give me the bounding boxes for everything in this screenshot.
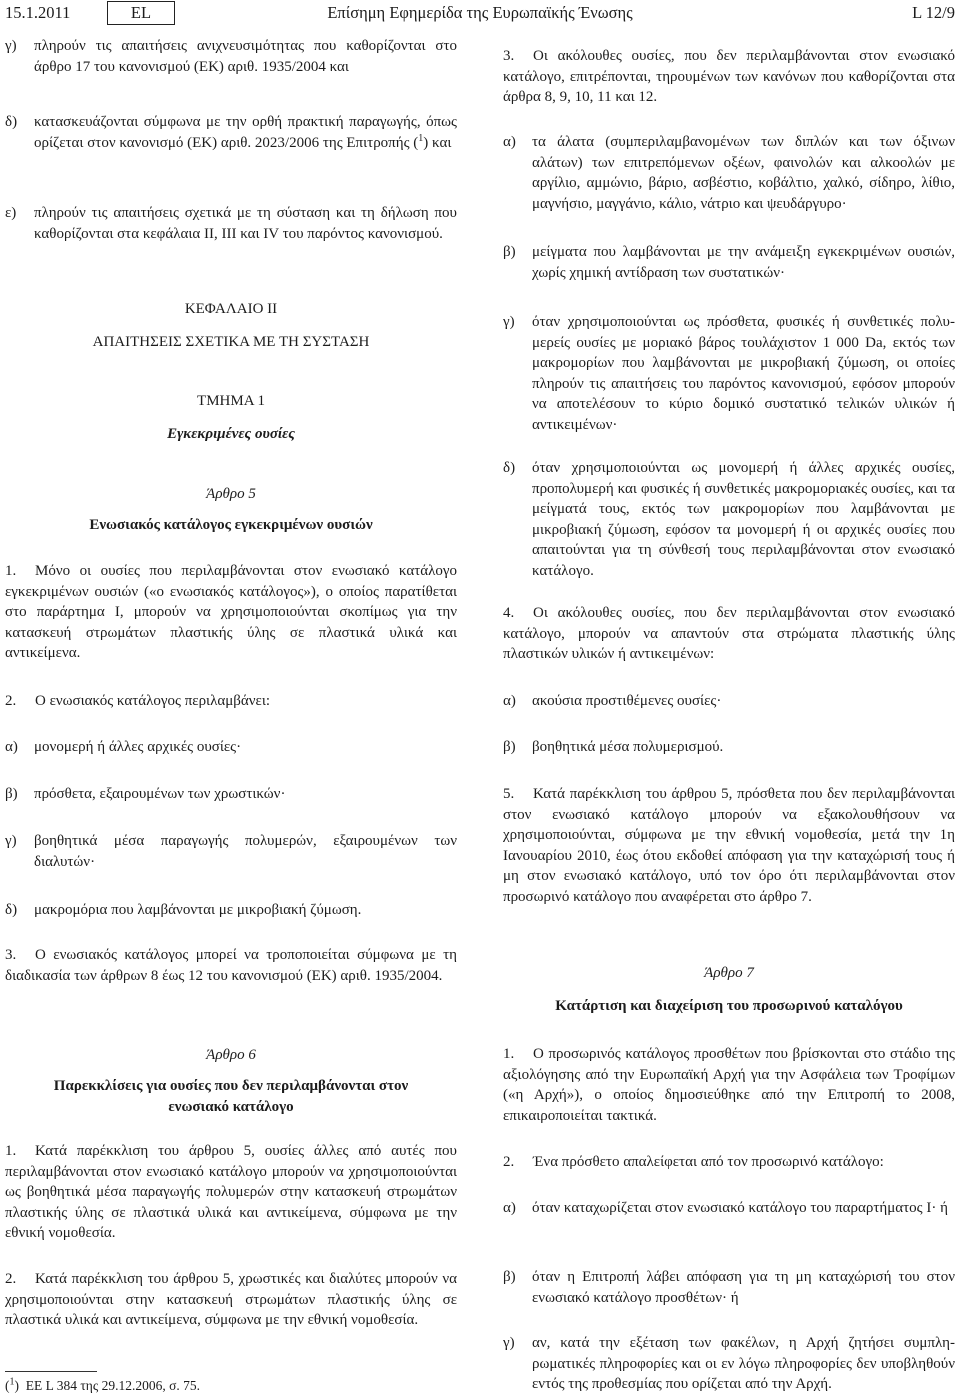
paragraph bbox=[503, 784, 955, 907]
list-item bbox=[5, 203, 457, 244]
paragraph-text: Οι ακόλουθες ουσίες, που δεν περιλαμβάνονται στον ενωσιακό κατάλογο, επιτρέπονται, τηρουμένων των κανόνων που καθορίζονται στα άρθρα 8, 9, 10, 11 και 12. bbox=[503, 48, 955, 105]
paragraph bbox=[5, 945, 457, 986]
list-item-label: α) bbox=[5, 739, 18, 755]
list-item-label: β) bbox=[5, 786, 18, 802]
paragraph-text: Ο προσωρινός κατάλογος προσθέτων που βρίσκονται στο στάδιο της αξιολόγησης από την Ευρωπαϊκή Αρχή για την Ασφάλεια των Τροφίμων («η Αρχή»), ο οποίος δημοσιεύθηκε από την Επιτροπή το 2008, επικαιροποιείται τακτικά. bbox=[503, 1046, 955, 1124]
list-item-text-main: κατασκευάζονται σύμφωνα με την ορθή πρακτική παραγωγής, όπως ορίζεται στον κανονισμό (ΕΚ) αριθ. 2023/2006 της Επιτροπής bbox=[34, 114, 457, 151]
list-item-label: δ) bbox=[503, 460, 516, 476]
list-item-text: τα άλατα (συμπεριλαμβανομένων των διπλών και των όξινων αλάτων) των επιτρεπόμενων οξέων, φαινολών και αλκοολών με αργίλιο, αμμώνιο, βάριο, ασβέστιο, κοβάλτιο, χαλκό, σίδηρο, λίθιο, μαγνήσιο, μαγγάνιο, κάλιο, νάτριο και ψευδάργυρο· bbox=[532, 134, 955, 212]
footnote-mark-open: ( bbox=[5, 1378, 10, 1393]
paragraph-number: 3. bbox=[5, 947, 17, 963]
article-number: Άρθρο 5 bbox=[206, 486, 256, 502]
list-item bbox=[503, 132, 955, 214]
paragraph-number: 1. bbox=[503, 1046, 515, 1062]
list-item-text: αν, κατά την εξέταση των φακέλων, η Αρχή ζητήσει συμπληρωματικές πληροφορίες και οι εν λόγω πληροφορίες δεν υποβληθούν εντός της προθεσμίας που ορίζεται από την Αρχή. bbox=[532, 1335, 955, 1392]
section-number: ΤΜΗΜΑ 1 bbox=[197, 393, 265, 409]
paragraph bbox=[5, 561, 457, 664]
list-item bbox=[503, 1333, 955, 1395]
paragraph-text: Κατά παρέκκλιση του άρθρου 5, ουσίες άλλες από αυτές που περιλαμβάνονται στον ενωσιακό κατάλογο μπορούν να χρησιμοποιούνται ως βοηθητικά μέσα παραγωγής πολυμερών στην κατασκευή στρωμάτων πλαστικής ύλης σε πλαστικά υλικά και αντικείμενα, σύμφωνα με την εθνική νομοθεσία. bbox=[5, 1143, 457, 1241]
paragraph-number: 2. bbox=[5, 693, 17, 709]
paragraph-number: 2. bbox=[503, 1154, 515, 1170]
section-title: Εγκεκριμένες ουσίες bbox=[167, 426, 295, 442]
list-item-text: βοηθητικά μέσα πολυμερισμού. bbox=[532, 739, 724, 755]
list-item-label: β) bbox=[503, 1269, 516, 1285]
list-item-text: μονομερή ή άλλες αρχικές ουσίες· bbox=[34, 739, 242, 755]
paragraph bbox=[503, 46, 955, 108]
footnote-ref-mark: 1 bbox=[418, 132, 424, 144]
list-item-label: γ) bbox=[5, 38, 17, 54]
list-item bbox=[503, 312, 955, 435]
footnote-ref-close: ) bbox=[423, 134, 429, 151]
paragraph-text: Ο ενωσιακός κατάλογος περιλαμβάνει: bbox=[35, 693, 271, 709]
footnote-ref-open: ( bbox=[413, 134, 419, 151]
paragraph bbox=[5, 1141, 457, 1244]
paragraph-text: Οι ακόλουθες ουσίες, που δεν περιλαμβάνονται στον ενωσιακό κατάλογο, μπορούν να απαντούν στα στρώματα πλαστικής ύλης πλαστικών υλικών ή αντικειμένων: bbox=[503, 605, 955, 662]
footnote-mark: 1 bbox=[9, 1376, 15, 1388]
list-item-text-after: και bbox=[432, 134, 452, 151]
list-item bbox=[503, 242, 955, 283]
paragraph-number: 2. bbox=[5, 1271, 17, 1287]
list-item bbox=[503, 691, 955, 712]
paragraph-text: Ο ενωσιακός κατάλογος μπορεί να τροποποιείται σύμφωνα με τη διαδικασία των άρθρων 8 έως 12 του κανονισμού (ΕΚ) αριθ. 1935/2004. bbox=[5, 947, 457, 984]
list-item bbox=[5, 737, 457, 758]
article-number: Άρθρο 7 bbox=[704, 965, 754, 981]
paragraph bbox=[503, 1152, 955, 1173]
list-item-text: όταν χρησιμοποιούνται ως μονομερή ή άλλες αρχικές ουσίες, προπολυμερή και φυσικές ή συνθετικές μακρομοριακές ουσίες, και τα μείγματά τους, εκτός των μακρομορίων που λαμβάνονται με μικροβιακή ζύμωση, εφόσον τα μονομερή ή οι αρχικές ουσίες που απαιτούνται για τη σύνθεσή τους περιλαμβάνονται στον ενωσιακό κατάλογο. bbox=[532, 460, 955, 579]
article-title: Κατάρτιση και διαχείριση του προσωρινού καταλόγου bbox=[555, 998, 903, 1014]
paragraph-number: 4. bbox=[503, 605, 515, 621]
list-item-label: α) bbox=[503, 693, 516, 709]
article-title: Παρεκκλίσεις για ουσίες που δεν περιλαμβάνονται στον ενωσιακό κατάλογο bbox=[53, 1078, 409, 1115]
list-item-text: βοηθητικά μέσα παραγωγής πολυμερών, εξαιρουμένων των διαλυτών· bbox=[34, 833, 457, 870]
paragraph-number: 1. bbox=[5, 563, 17, 579]
article-title: Ενωσιακός κατάλογος εγκεκριμένων ουσιών bbox=[89, 517, 373, 533]
paragraph bbox=[503, 603, 955, 665]
paragraph bbox=[5, 691, 457, 712]
paragraph-text: Κατά παρέκκλιση του άρθρου 5, πρόσθετα που δεν περιλαμβάνονται στον ενωσιακό κατάλογο μπορούν να εξακολουθήσουν να χρησιμοποιούνται, σύμφωνα με την εθνική νομοθεσία, μετά την 1η Ιανουαρίου 2010, έως ότου εκδοθεί απόφαση για την καταχώρισή τους ή μη στον ενωσιακό κατάλογο, υπό τον όρο ότι περιλαμβάνονται στον προσωρινό κατάλογο που αναφέρεται στο άρθρο 7. bbox=[503, 786, 955, 905]
footnote-reference bbox=[413, 132, 429, 151]
list-item-text: όταν χρησιμοποιούνται ως πρόσθετα, φυσικές ή συνθετικές πολυμερείς ουσίες με μοριακό βάρος τουλάχιστον 1 000 Da, εκτός των μακρομορίων που λαμβάνονται με μικροβιακή ζύμωση, οι οποίες πληρούν τις απαιτήσεις του παρόντος κανονισμού, εφόσον μπορούν να αποτελέσουν το κύριο δομικό συστατικό τελικών υλικών ή αντικειμένων· bbox=[532, 314, 955, 433]
list-item bbox=[5, 900, 457, 921]
list-item bbox=[5, 831, 457, 872]
list-item-label: δ) bbox=[5, 114, 18, 130]
publication-date: 15.1.2011 bbox=[5, 3, 71, 22]
list-item-label: α) bbox=[503, 1200, 516, 1216]
list-item bbox=[503, 737, 955, 758]
list-item-text: μείγματα που λαμβάνονται με την ανάμειξη εγκεκριμένων ουσιών, χωρίς χημική αντίδραση των συστατικών· bbox=[532, 244, 955, 281]
paragraph-text: Ένα πρόσθετο απαλείφεται από τον προσωρινό κατάλογο: bbox=[533, 1154, 884, 1170]
list-item-label: β) bbox=[503, 244, 516, 260]
list-item-label: α) bbox=[503, 134, 516, 150]
page-reference: L 12/9 bbox=[912, 3, 955, 22]
list-item bbox=[503, 1198, 955, 1219]
list-item bbox=[5, 784, 457, 805]
paragraph bbox=[503, 1044, 955, 1126]
list-item-label: β) bbox=[503, 739, 516, 755]
article-number: Άρθρο 6 bbox=[206, 1047, 256, 1063]
list-item-text: όταν η Επιτροπή λάβει απόφαση για τη μη καταχώρισή του στον ενωσιακό κατάλογο προσθέτων· ή bbox=[532, 1269, 955, 1306]
language-code-box: EL bbox=[107, 1, 175, 25]
chapter-title: ΑΠΑΙΤΗΣΕΙΣ ΣΧΕΤΙΚΑ ΜΕ ΤΗ ΣΥΣΤΑΣΗ bbox=[92, 334, 370, 350]
list-item-text: όταν καταχωρίζεται στον ενωσιακό κατάλογο του παραρτήματος I· ή bbox=[532, 1200, 948, 1216]
footnote-separator bbox=[5, 1371, 97, 1372]
paragraph-number: 3. bbox=[503, 48, 515, 64]
footnote-mark-close: ) bbox=[14, 1378, 19, 1393]
journal-title: Επίσημη Εφημερίδα της Ευρωπαϊκής Ένωσης bbox=[327, 3, 633, 22]
paragraph-number: 5. bbox=[503, 786, 515, 802]
footnote bbox=[5, 1378, 457, 1394]
list-item-label: γ) bbox=[503, 1335, 515, 1351]
list-item bbox=[503, 1267, 955, 1308]
list-item-text: μακρομόρια που λαμβάνονται με μικροβιακή ζύμωση. bbox=[34, 902, 362, 918]
list-item-text bbox=[34, 112, 457, 153]
paragraph bbox=[5, 1269, 457, 1331]
chapter-number: ΚΕΦΑΛΑΙΟ II bbox=[184, 301, 278, 317]
list-item bbox=[5, 112, 457, 153]
list-item-label: δ) bbox=[5, 902, 18, 918]
list-item-label: ε) bbox=[5, 205, 17, 221]
list-item-text: πληρούν τις απαιτήσεις ανιχνευσιμότητας που καθορίζονται στο άρθρο 17 του κανονισμού (ΕΚ) αριθ. 1935/2004 και bbox=[34, 38, 457, 75]
paragraph-text: Κατά παρέκκλιση του άρθρου 5, χρωστικές και διαλύτες μπορούν να χρησιμοποιούνται στην κατασκευή στρωμάτων πλαστικής ύλης σε πλαστικά υλικά και αντικείμενα, σύμφωνα με την εθνική νομοθεσία. bbox=[5, 1271, 457, 1328]
list-item bbox=[5, 36, 457, 77]
paragraph-text: Μόνο οι ουσίες που περιλαμβάνονται στον ενωσιακό κατάλογο εγκεκριμένων ουσιών («ο ενωσιακός κατάλογος»), ο οποίος παρατίθεται στο παράρτημα I, μπορούν να χρησιμοποιούνται σκοπίμως για την κατασκευή στρωμάτων πλαστικής ύλης σε πλαστικά υλικά και αντικείμενα. bbox=[5, 563, 457, 661]
list-item-label: γ) bbox=[503, 314, 515, 330]
paragraph-number: 1. bbox=[5, 1143, 17, 1159]
list-item-text: πρόσθετα, εξαιρουμένων των χρωστικών· bbox=[34, 786, 286, 802]
list-item-text: ακούσια προστιθέμενες ουσίες· bbox=[532, 693, 722, 709]
footnote-text: ΕΕ L 384 της 29.12.2006, σ. 75. bbox=[25, 1378, 200, 1393]
list-item-label: γ) bbox=[5, 833, 17, 849]
list-item bbox=[503, 458, 955, 581]
list-item-text: πληρούν τις απαιτήσεις σχετικά με τη σύσταση και τη δήλωση που καθορίζονται στα κεφάλαια II, III και IV του παρόντος κανονισμού. bbox=[34, 205, 457, 242]
